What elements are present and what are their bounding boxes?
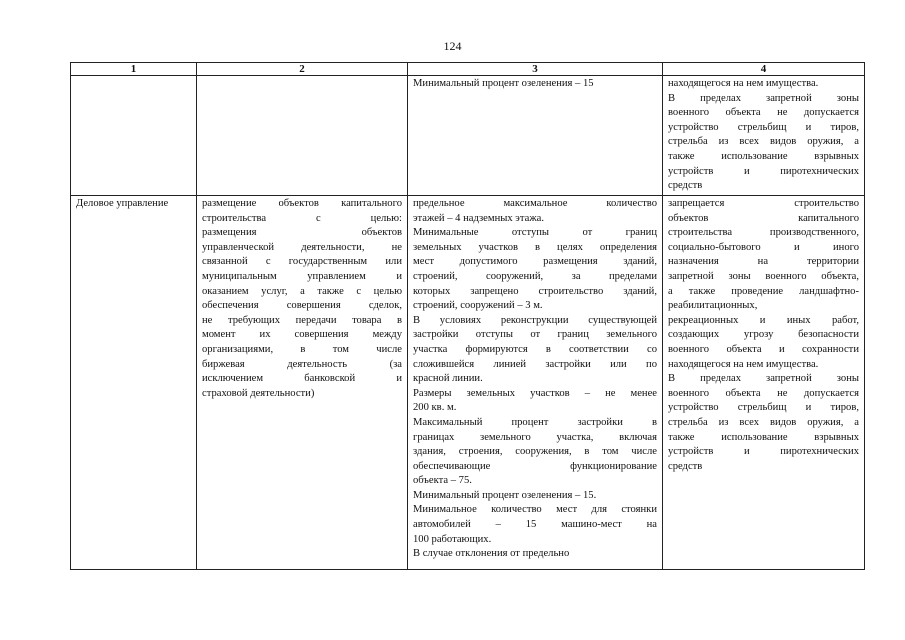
cell-text-line: средств: [668, 460, 703, 472]
cell-text-line: здания, строения, сооружения, в том числе: [413, 446, 657, 458]
table-row: [71, 76, 865, 196]
cell-text-line: земельных участков в целях определения: [413, 241, 657, 253]
cell-text-line: страховой деятельности): [202, 387, 315, 399]
cell-text-line: устройство стрельбищ и тиров,: [668, 402, 859, 414]
cell-text-line: стрельба из всех видов оружия, а: [668, 136, 859, 148]
cell-text-line: В пределах запретной зоны: [668, 92, 859, 104]
column-header-2: 2: [197, 63, 408, 76]
page-number: 124: [443, 39, 462, 53]
cell-text-line: автомобилей – 15 машино-мест на: [413, 519, 657, 531]
cell-restrictions: [663, 76, 865, 196]
cell-text-line: запрещается строительство: [668, 198, 859, 209]
cell-restrictions: [663, 196, 865, 570]
cell-text-line: мест допустимого размещения зданий,: [413, 256, 657, 268]
cell-text-line: военного объекта не допускается: [668, 387, 859, 399]
column-header-4: 4: [663, 63, 865, 76]
cell-text-line: находящегося на нем имущества.: [668, 78, 819, 89]
cell-text-line: объектов капитального: [668, 212, 859, 224]
cell-text-line: В случае отклонения от предельно: [413, 548, 570, 560]
cell-text-line: исключением банковской и: [202, 373, 402, 385]
cell-text-line: сложившейся линией застройки или по: [413, 358, 657, 370]
cell-text-line: размещение объектов капитального: [202, 198, 402, 209]
cell-text-line: строительства с целью:: [202, 212, 402, 224]
cell-text-line: не требующих передачи товара в: [202, 314, 402, 326]
cell-text-line: строений, сооружений – 3 м.: [413, 300, 543, 312]
cell-text-line: Минимальные отступы от границ: [413, 227, 657, 239]
cell-text-line: застройки отступы от границ земельного: [413, 329, 657, 341]
cell-text-line: рекреационных и иных работ,: [668, 314, 859, 326]
cell-text-line: Минимальный процент озеленения – 15.: [413, 489, 597, 501]
cell-text-line: 200 кв. м.: [413, 402, 457, 414]
cell-use-description: [197, 196, 408, 570]
cell-text-line: которых запрещено строительство зданий,: [413, 285, 657, 297]
cell-text-line: а также проведение ландшафтно-: [668, 285, 859, 297]
cell-text-line: Минимальное количество мест для стоянки: [413, 504, 657, 516]
cell-text-line: создающих угрозу безопасности: [668, 329, 859, 341]
cell-text-line: красной линии.: [413, 373, 483, 385]
cell-text-line: обеспечивающие функционирование: [413, 460, 657, 472]
table-row: [71, 196, 865, 570]
cell-text-line: предельное максимальное количество: [413, 198, 657, 209]
cell-text-line: устройство стрельбищ и тиров,: [668, 121, 859, 133]
cell-text-line: участка формируются в соответствии со: [413, 343, 657, 355]
cell-text-line: 100 работающих.: [413, 533, 492, 545]
cell-text-line: Минимальный процент озеленения – 15: [413, 78, 594, 89]
cell-text-line: строений, сооружений, за пределами: [413, 270, 657, 282]
cell-parameters: [408, 196, 663, 570]
cell-text-line: В пределах запретной зоны: [668, 373, 859, 385]
cell-text-line: военного объекта не допускается: [668, 107, 859, 119]
cell-text-line: устройств и пиротехнических: [668, 446, 859, 458]
cell-text-line: строительства производственного,: [668, 227, 859, 239]
regulations-table: [70, 62, 865, 570]
cell-text-line: также использование взрывных: [668, 431, 859, 443]
column-header-1: 1: [71, 63, 197, 76]
cell-use-description: [197, 76, 408, 196]
cell-text-line: связанной с государственным или: [202, 256, 402, 268]
cell-text-line: управленческой деятельности, не: [202, 241, 402, 253]
cell-text-line: В условиях реконструкции существующей: [413, 314, 657, 326]
cell-text-line: стрельба из всех видов оружия, а: [668, 416, 859, 428]
cell-text-line: назначения на территории: [668, 256, 859, 268]
cell-text-line: находящегося на нем имущества.: [668, 358, 819, 370]
cell-use-type: Деловое управление: [71, 196, 197, 570]
cell-text-line: организациями, в том числе: [202, 343, 402, 355]
cell-text-line: запретной зоны военного объекта,: [668, 270, 859, 282]
cell-text-line: Размеры земельных участков – не менее: [413, 387, 657, 399]
cell-text-line: объекта – 75.: [413, 475, 472, 487]
cell-text-line: границах земельного участка, включая: [413, 431, 657, 443]
cell-parameters: [408, 76, 663, 196]
cell-text-line: этажей – 4 надземных этажа.: [413, 212, 544, 224]
cell-text-line: устройств и пиротехнических: [668, 165, 859, 177]
cell-text-line: также использование взрывных: [668, 150, 859, 162]
cell-text-line: биржевая деятельность (за: [202, 358, 402, 370]
cell-text-line: военного объекта и сохранности: [668, 343, 859, 355]
table-header-row: [71, 63, 865, 76]
column-header-3: 3: [408, 63, 663, 76]
cell-text-line: размещения объектов: [202, 227, 402, 239]
cell-text-line: муниципальным управлением и: [202, 270, 402, 282]
cell-text-line: обеспечения совершения сделок,: [202, 300, 402, 312]
cell-text-line: социально-бытового и иного: [668, 241, 859, 253]
cell-use-type: [71, 76, 197, 196]
cell-text-line: оказанием услуг, а также с целью: [202, 285, 402, 297]
cell-text-line: момент их совершения между: [202, 329, 402, 341]
cell-text-line: Максимальный процент застройки в: [413, 416, 657, 428]
cell-text-line: реабилитационных,: [668, 300, 758, 312]
cell-text-line: средств: [668, 180, 703, 192]
